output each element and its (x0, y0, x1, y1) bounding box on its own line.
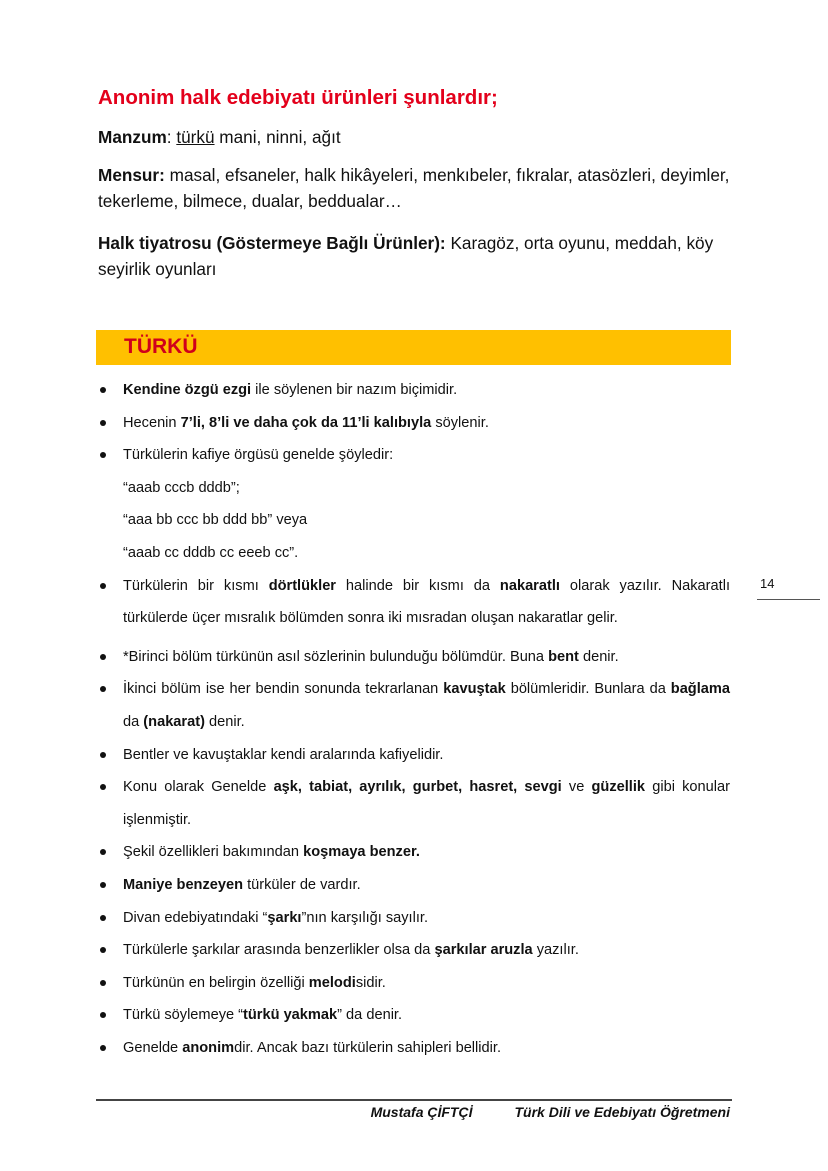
footer-rule (96, 1099, 732, 1101)
bullet-item (96, 999, 730, 1032)
bullet-item (96, 439, 730, 472)
text: bölümleridir. Bunlara da (505, 681, 671, 698)
text: ve (561, 779, 592, 796)
rhyme-scheme-line: “aaab cccb dddb”; (123, 479, 240, 496)
bold-text: şarkılar aruzla (434, 942, 533, 959)
manzum-sep: : (166, 127, 177, 147)
text: denir. (204, 713, 245, 730)
bullet-icon (100, 915, 106, 921)
text: Genelde (123, 1039, 183, 1056)
bold-text: bent (548, 648, 579, 665)
text: Şekil özellikleri bakımından (123, 844, 304, 861)
bullet-item (96, 407, 730, 440)
text: söylenir. (431, 414, 489, 431)
bold-text: anonim (182, 1039, 235, 1056)
bold-text: kavuştak (443, 681, 506, 698)
mensur-paragraph (98, 162, 738, 214)
bullet-icon (100, 752, 106, 758)
bullet-icon (100, 387, 106, 393)
bold-text: (nakarat) (143, 713, 205, 730)
bullet-item (96, 739, 730, 772)
bold-text: koşmaya benzer. (303, 844, 420, 861)
text: olarak yazılır. Nakaratlı türkülerde üçer mısralık bölümden sonra iki mısradan oluşan nakaratlar gelir. (123, 577, 730, 627)
bullet-icon (100, 452, 106, 458)
bullet-icon (100, 686, 106, 692)
text: ”nın karşılığı sayılır. (301, 909, 429, 926)
rhyme-scheme-line: “aaab cc dddb cc eeeb cc”. (123, 544, 299, 561)
text: denir. (578, 648, 619, 665)
bullet-item (96, 570, 730, 635)
tiyatro-text: Karagöz, orta oyunu, meddah, köy seyirlik oyunları (98, 233, 714, 279)
bold-text: melodi (308, 974, 356, 991)
mensur-label: Mensur: (98, 165, 165, 185)
bullet-item (96, 836, 730, 869)
bold-text: türkü yakmak (243, 1007, 338, 1024)
text: Bentler ve kavuştaklar kendi aralarında kafiyelidir. (123, 746, 444, 763)
bullet-icon (100, 882, 106, 888)
manzum-paragraph (98, 124, 738, 150)
bullet-icon (100, 849, 106, 855)
bullet-item (96, 374, 730, 407)
bullet-item (96, 967, 730, 1000)
text: Türkünün en belirgin özelliği (123, 974, 309, 991)
tiyatro-paragraph (98, 230, 738, 282)
bullet-item (96, 1032, 730, 1065)
footer (96, 1104, 730, 1120)
text: dir. Ancak bazı türkülerin sahipleri bellidir. (234, 1039, 502, 1056)
text: da (123, 713, 144, 730)
manzum-text: mani, ninni, ağıt (214, 127, 341, 147)
rhyme-scheme-line: “aaa bb ccc bb ddd bb” veya (123, 512, 308, 529)
text: sidir. (355, 974, 386, 991)
bullet-list (96, 374, 730, 1064)
bullet-item (96, 673, 730, 738)
bullet-icon (100, 980, 106, 986)
text: Hecenin (123, 414, 181, 431)
tiyatro-label: Halk tiyatrosu (Göstermeye Bağlı Ürünler): (98, 233, 446, 253)
text: Divan edebiyatındaki “ (123, 909, 268, 926)
bold-text: Maniye benzeyen (123, 876, 244, 893)
intro-heading: Anonim halk edebiyatı ürünleri şunlardır; (98, 86, 498, 109)
page-number: 14 (760, 576, 775, 591)
text: Türkülerin bir kısmı (123, 577, 269, 594)
bold-text: güzellik (591, 779, 646, 796)
bullet-icon (100, 947, 106, 953)
footer-author: Mustafa ÇİFTÇİ (370, 1104, 473, 1120)
bullet-item (96, 771, 730, 836)
bold-text: aşk, tabiat, ayrılık, gurbet, hasret, sevgi (273, 779, 562, 796)
bullet-icon (100, 583, 106, 589)
section-banner (96, 330, 731, 365)
section-title: TÜRKÜ (124, 335, 198, 358)
text: *Birinci bölüm türkünün asıl sözlerinin bulunduğu bölümdür. Buna (123, 648, 549, 665)
text: Türkü söylemeye “ (123, 1007, 244, 1024)
bold-text: 7’li, 8’li ve daha çok da 11’li kalıbıyla (180, 414, 432, 431)
text: gibi konular işlenmiştir. (123, 779, 730, 828)
text: ile söylenen bir nazım biçimidir. (251, 382, 458, 398)
bold-text: dörtlükler (268, 577, 336, 594)
text: Türkülerle şarkılar arasında benzerlikler olsa da (123, 942, 435, 959)
text: halinde bir kısmı da (336, 577, 500, 594)
manzum-label: Manzum (98, 127, 167, 147)
bullet-icon (100, 784, 106, 790)
footer-role: Türk Dili ve Edebiyatı Öğretmeni (514, 1104, 730, 1120)
bullet-icon (100, 420, 106, 426)
text: Türkülerin kafiye örgüsü genelde şöyledir: (123, 447, 394, 464)
text: yazılır. (532, 942, 579, 959)
manzum-underlined: türkü (176, 127, 215, 147)
text: türküler de vardır. (243, 876, 361, 893)
bullet-icon (100, 654, 106, 660)
bold-text: şarkı (267, 909, 302, 926)
text: İkinci bölüm ise her bendin sonunda tekrarlanan (123, 681, 444, 698)
text: Konu olarak Genelde (123, 779, 274, 796)
text: ” da denir. (337, 1007, 403, 1024)
page-number-rule (757, 599, 820, 600)
bullet-item (96, 902, 730, 935)
bullet-item (96, 869, 730, 902)
mensur-text: masal, efsaneler, halk hikâyeleri, menkıbeler, fıkralar, atasözleri, deyimler, tekerleme, bilmece, dualar, beddualar… (98, 165, 730, 211)
bold-text: bağlama (670, 681, 730, 698)
bold-text: Kendine özgü ezgi (123, 382, 252, 398)
bullet-item (96, 934, 730, 967)
bullet-icon (100, 1012, 106, 1018)
bold-text: nakaratlı (499, 577, 560, 594)
bullet-icon (100, 1045, 106, 1051)
bullet-item (96, 641, 730, 674)
